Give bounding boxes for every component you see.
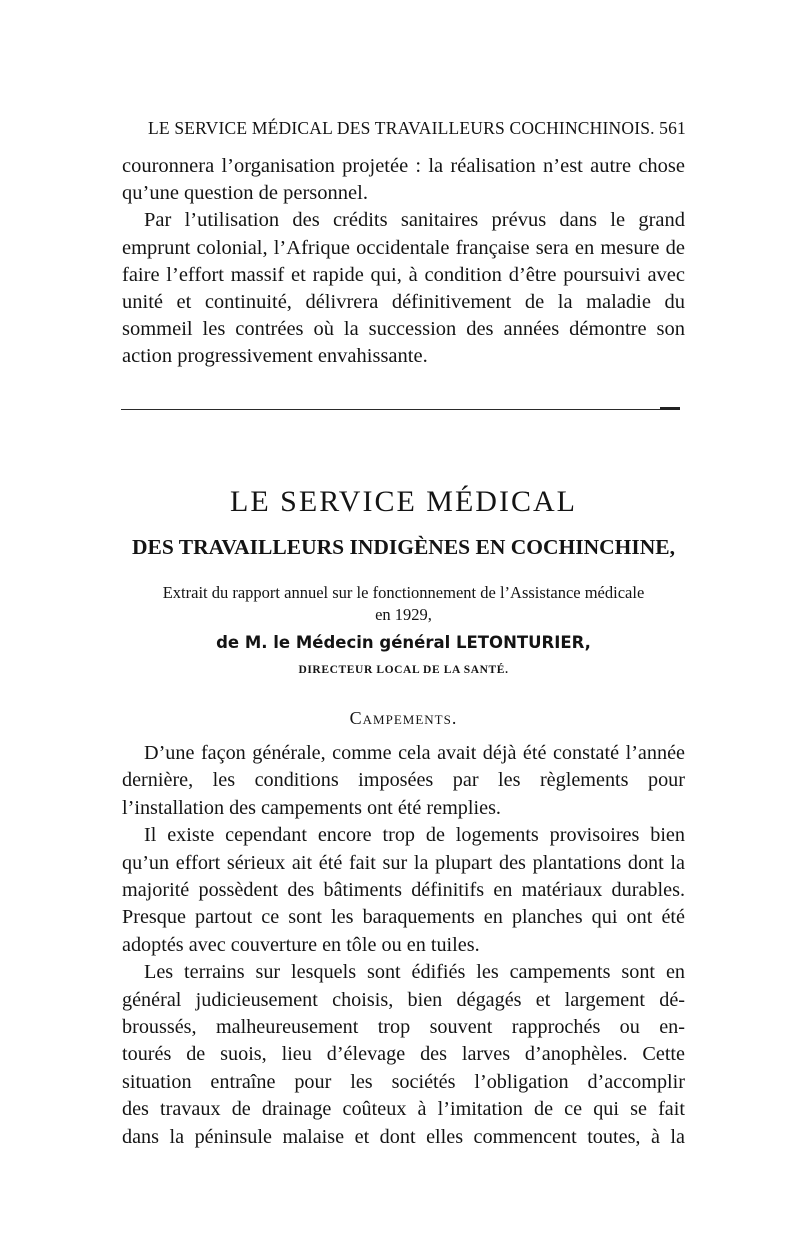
body-paragraph-2: Il existe cependant encore trop de logements provisoires bien qu’un effort sérieux ait été fait sur la plupart des plantations dont la majorité possèdent des bâtiments définitifs en matériaux durables. Presque partout ce sont les baraquements en planches qui ont été adoptés avec couverture en tôle ou en tuiles. — [122, 824, 685, 956]
section-body — [122, 740, 685, 1151]
running-head-title: LE SERVICE MÉDICAL DES TRAVAILLEURS COCHINCHINOIS. — [148, 118, 655, 138]
author-line: de M. le Médecin général LETONTURIER, — [216, 633, 591, 652]
body-line: des travaux de drainage coûteux à l’imitation de ce qui se fait — [122, 1098, 685, 1121]
article-subtitle: DES TRAVAILLEURS INDIGÈNES EN COCHINCHINE, — [131, 535, 676, 559]
body-line: tourés de suois, lieu d’élevage des larves d’anophèles. Cette — [122, 1043, 685, 1066]
body-line: broussés, malheureusement trop souvent rapprochés ou en- — [122, 1016, 685, 1039]
running-head — [148, 118, 686, 139]
intro-text — [122, 153, 685, 371]
page-number: 561 — [659, 118, 686, 138]
divider-dash — [660, 407, 680, 410]
section-divider — [121, 409, 677, 410]
body-line: général judicieusement choisis, bien dégagés et largement dé- — [122, 988, 685, 1011]
section-heading: Campements. — [349, 708, 458, 728]
body-paragraph-3 — [122, 959, 685, 1151]
body-line: Les terrains sur lesquels sont édifiés les campements sont en — [144, 961, 685, 984]
director-line: DIRECTEUR LOCAL DE LA SANTÉ. — [298, 664, 509, 676]
body-line: dans la péninsule malaise et dont elles commencent toutes, à la — [122, 1125, 685, 1148]
intro-paragraph-2: Par l’utilisation des crédits sanitaires prévus dans le grand emprunt colonial, l’Afrique occidentale française sera en mesure de faire l’effort massif et rapide qui, à condition d’être poursuivi avec unité et continuité, délivrera définitivement de la maladie du sommeil les contrées où la succession des années démontre son action progressivement envahissante. — [122, 209, 685, 368]
intro-paragraph-1: couronnera l’organisation projetée : la réalisation n’est autre chose qu’une question de personnel. — [122, 155, 685, 205]
extract-line-2: en 1929, — [375, 605, 432, 624]
extract-line-1: Extrait du rapport annuel sur le fonctionnement de l’Assistance médicale — [162, 583, 645, 602]
article-title: LE SERVICE MÉDICAL — [230, 485, 577, 518]
body-paragraph-1: D’une façon générale, comme cela avait déjà été constaté l’année dernière, les conditions imposées par les règlements pour l’installation des campements ont été remplies. — [122, 742, 685, 819]
body-line: situation entraîne pour les sociétés l’obligation d’accomplir — [122, 1070, 685, 1093]
